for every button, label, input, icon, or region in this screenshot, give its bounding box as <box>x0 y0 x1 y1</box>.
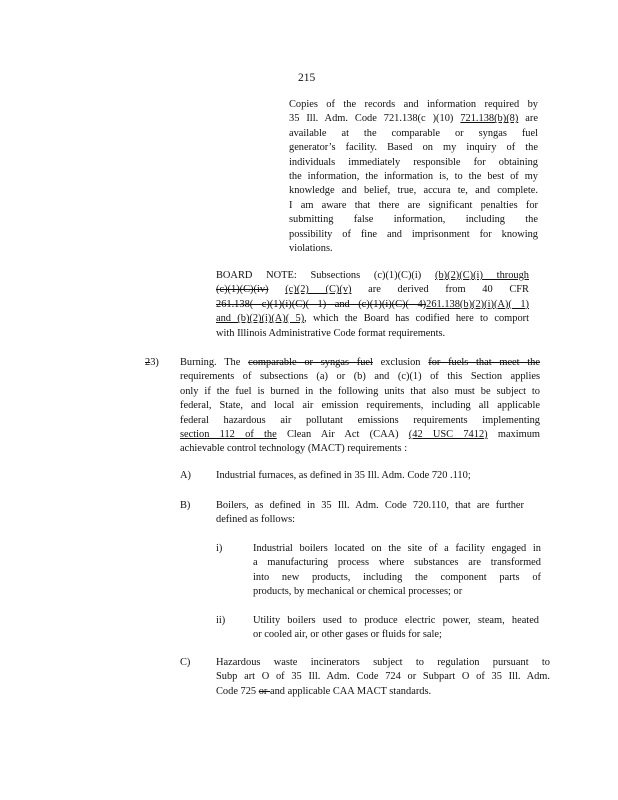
inserted-text: (c)(2) (C)(v) <box>285 284 352 296</box>
list-item-ii-marker: ii) <box>216 615 226 626</box>
text-run: Boilers, as defined in 35 Ill. Adm. Code 720.110, that are further <box>216 500 524 511</box>
text-run: the information, the information is, to the best of my <box>289 171 538 183</box>
text-run: individuals immediately responsible for obtaining <box>289 156 538 168</box>
text-run: 35 Ill. Adm. Code 721.138(c )(10) <box>289 113 461 125</box>
text-run: a manufacturing process where substances are transformed <box>253 557 541 569</box>
text-run: violations. <box>289 243 333 255</box>
text-line <box>253 556 541 570</box>
text-line <box>289 213 538 227</box>
text-line <box>180 399 540 413</box>
list-item-ii-text <box>253 614 539 643</box>
inserted-text: 721.138(b)(8) <box>460 113 519 125</box>
text-run: requirements of subsections (a) or (b) and (c)(1) of this Section applies <box>180 371 540 383</box>
text-line <box>253 614 539 628</box>
text-line <box>180 428 540 442</box>
text-line <box>289 242 538 256</box>
certification-paragraph <box>289 98 538 256</box>
inserted-text: 261.138(b)(2)(i)(A)( 1) <box>426 298 529 310</box>
board-note <box>216 269 529 341</box>
list-item-A-text <box>216 469 536 483</box>
text-line <box>253 628 539 642</box>
text-line <box>180 356 540 370</box>
text-line <box>216 469 536 483</box>
text-line <box>289 141 538 155</box>
text-run: are derived from 40 CFR <box>351 284 529 296</box>
text-run: , which the Board has codified here to comport <box>304 313 529 325</box>
list-item-C-marker: C) <box>180 657 191 668</box>
text-line <box>216 670 550 684</box>
text-run: knowledge and belief, true, accura te, and complete. <box>289 185 538 197</box>
text-run: available at the comparable or syngas fuel <box>289 127 538 139</box>
text-run: Code 725 <box>216 685 259 697</box>
text-run: Clean Air Act (CAA) <box>276 429 409 441</box>
text-run: Subp art O of 35 Ill. Adm. Code 724 or Subpart O of 35 Ill. Adm. <box>216 671 550 683</box>
text-run: only if the fuel is burned in the following units that also must be subject to <box>180 385 540 397</box>
text-line <box>180 385 540 399</box>
list-item-B-marker: B) <box>180 500 191 511</box>
text-run: achievable control technology (MACT) requirements : <box>180 443 408 455</box>
inserted-text: (b)(2)(C)(i) through <box>435 270 530 281</box>
inserted-text: (42 USC 7412) <box>408 429 488 441</box>
section-number: 3) <box>150 357 159 368</box>
inserted-text: section 112 of the <box>180 429 277 441</box>
text-line <box>289 127 538 141</box>
text-line <box>253 571 541 585</box>
text-run: Industrial boilers located on the site of a facility engaged in <box>253 543 541 554</box>
text-line <box>289 170 538 184</box>
deleted-text: for fuels that meet the <box>428 357 540 368</box>
text-run: products, by mechanical or chemical processes; or <box>253 586 463 598</box>
text-line <box>289 156 538 170</box>
text-line <box>289 228 538 242</box>
text-line <box>253 585 541 599</box>
text-line <box>216 656 550 670</box>
text-line <box>216 499 524 513</box>
text-line <box>216 513 524 527</box>
text-line <box>216 283 529 297</box>
deleted-text: comparable or syngas fuel <box>248 357 373 368</box>
deleted-text: or <box>258 685 270 697</box>
text-line <box>216 298 529 312</box>
section-number-struck: 2 <box>145 357 151 368</box>
text-run: Utility boilers used to produce electric power, steam, heated <box>253 615 539 626</box>
text-run: BOARD NOTE: Subsections (c)(1)(C)(i) <box>216 270 436 281</box>
text-run: or cooled air, or other gases or fluids for sale; <box>253 629 442 641</box>
text-line <box>216 327 529 341</box>
text-line <box>289 112 538 126</box>
text-run: and applicable CAA MACT standards. <box>269 685 432 697</box>
text-run: Hazardous waste incinerators subject to regulation pursuant to <box>216 657 550 668</box>
text-line <box>180 370 540 384</box>
text-run: into new products, including the component parts of <box>253 571 541 583</box>
text-run: submitting false information, including the <box>289 214 538 226</box>
list-item-i-marker: i) <box>216 543 223 554</box>
text-run: with Illinois Administrative Code format requirements. <box>216 327 446 339</box>
text-line <box>289 199 538 213</box>
text-run: I am aware that there are significant penalties for <box>289 199 538 211</box>
text-run: federal, State, and local air emission requirements, including all applicable <box>180 400 540 412</box>
text-run: defined as follows: <box>216 514 296 526</box>
text-run: federal hazardous air pollutant emissions requirements implementing <box>180 414 540 426</box>
text-run: possibility of fine and imprisonment for knowing <box>289 228 538 240</box>
text-run: generator’s facility. Based on my inquiry of the <box>289 142 538 154</box>
text-run: Industrial furnaces, as defined in 35 Ill. Adm. Code 720 .110; <box>216 470 471 481</box>
deleted-text: 261.138( c)(1)(i)(C)( 1) and (c)(1)(i)(C)( 4) <box>216 298 427 310</box>
inserted-text: and (b)(2)(i)(A)( 5) <box>216 313 305 325</box>
text-line <box>289 184 538 198</box>
text-run: Copies of the records and information required by <box>289 99 538 110</box>
page-number: 215 <box>298 72 316 84</box>
list-item-B-text <box>216 499 524 528</box>
list-item-i-text <box>253 542 541 600</box>
text-line <box>253 542 541 556</box>
text-line <box>180 442 540 456</box>
text-line <box>216 269 529 283</box>
list-item-A-marker: A) <box>180 470 191 481</box>
text-line <box>216 685 550 699</box>
text-run: maximum <box>487 429 540 441</box>
list-item-C-text <box>216 656 550 699</box>
text-run: Burning. The <box>180 357 249 368</box>
section-3-number <box>145 357 159 368</box>
text-line <box>289 98 538 112</box>
text-line <box>180 414 540 428</box>
text-line <box>216 312 529 326</box>
section-3-paragraph <box>180 356 540 457</box>
deleted-text: (c)(1)(C)(iv) <box>216 284 269 296</box>
text-run: are <box>518 113 538 125</box>
text-run: exclusion <box>372 357 429 368</box>
text-run <box>269 284 286 295</box>
